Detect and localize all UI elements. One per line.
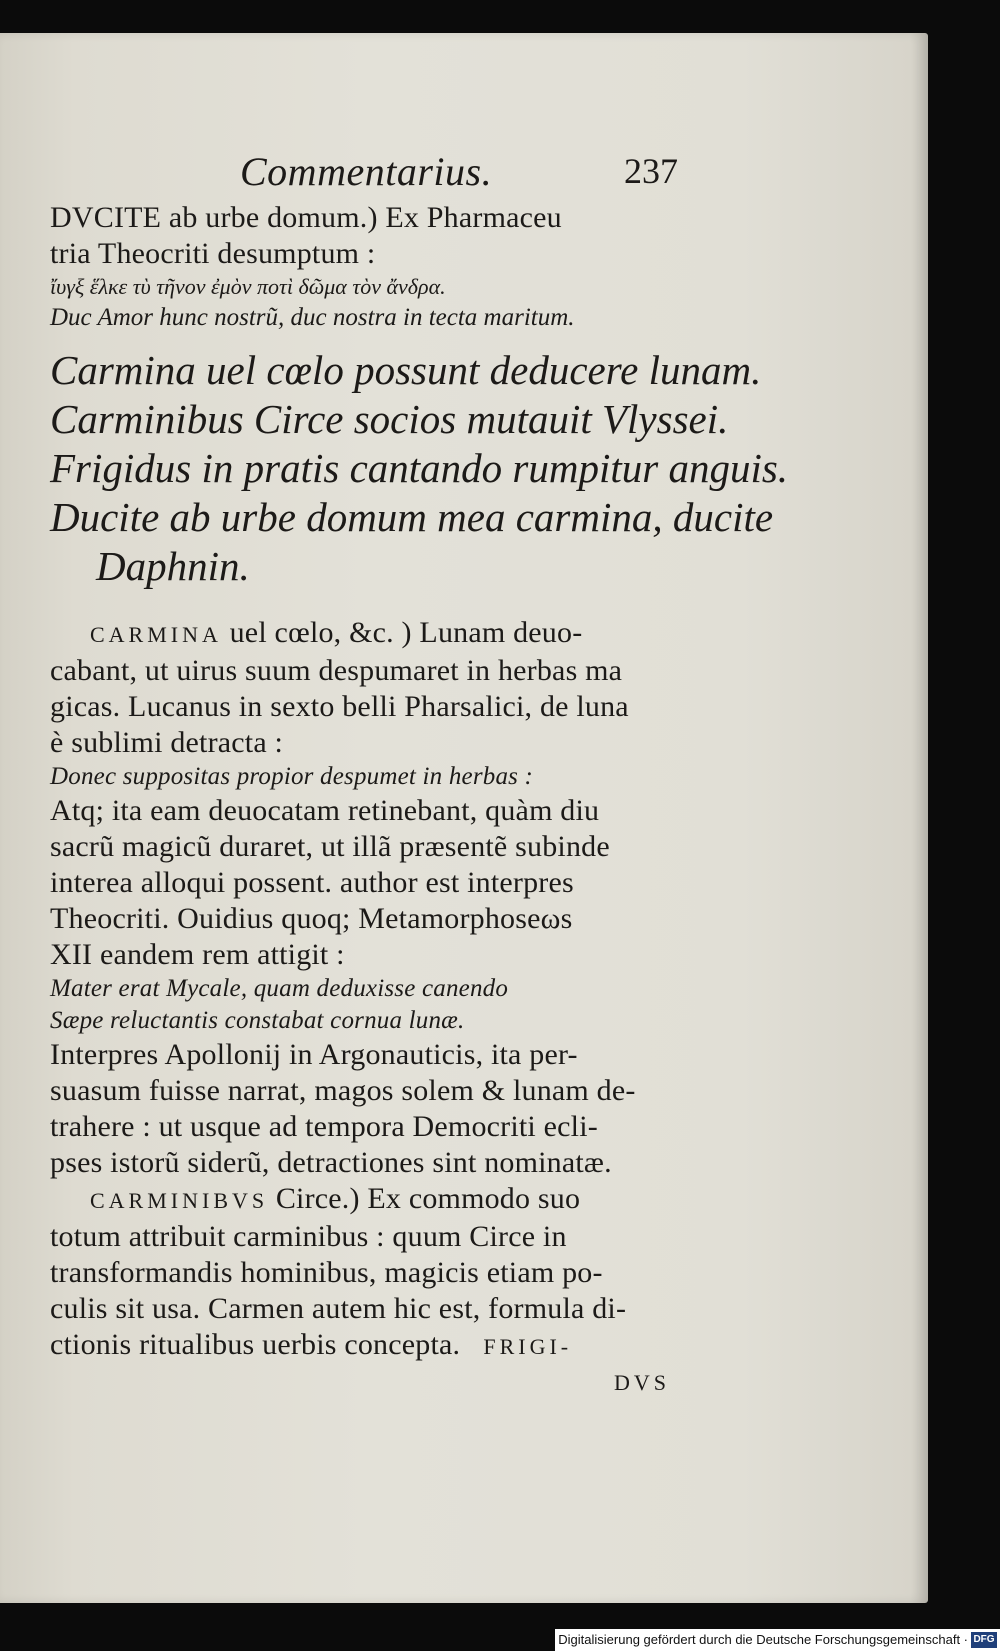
intro-block: [50, 200, 670, 272]
commentary: [50, 615, 670, 1401]
lemma: FRIGI-: [483, 1334, 573, 1359]
text-fragment: uel cœlo, &c. ) Lunam deuo-: [229, 616, 583, 649]
text-line: trahere : ut usque ad tempora Democriti ecli-: [50, 1110, 598, 1143]
verse-line: Carminibus Circe socios mutauit Vlyssei.: [50, 396, 729, 442]
text-line: [50, 1327, 670, 1365]
credit-text: Digitalisierung gefördert durch die Deutsche Forschungsgemeinschaft ·: [558, 1632, 968, 1647]
verse-block: [50, 346, 789, 591]
digitization-credit-bar: [555, 1629, 1000, 1651]
text-line: culis sit usa. Carmen autem hic est, formula di-: [50, 1292, 627, 1325]
verse-line: Ducite ab urbe domum mea carmina, ducite: [50, 494, 774, 540]
lemma: CARMINIBVS: [90, 1188, 269, 1213]
catchword: DVS: [613, 1370, 670, 1395]
lemma: CARMINA: [90, 622, 222, 647]
page-text: [50, 148, 789, 1401]
text-fragment: ctionis ritualibus uerbis concepta.: [50, 1328, 461, 1361]
text-line: totum attribuit carminibus : quum Circe in: [50, 1220, 567, 1253]
text-line: DVCITE ab urbe domum.) Ex Pharmaceu: [50, 201, 562, 234]
quotation-line: Donec suppositas propior despumet in herbas :: [50, 763, 534, 790]
paragraph-start: [50, 615, 670, 653]
running-title: Commentarius.: [240, 149, 493, 194]
greek-quotation: ἴυγξ ἕλκε τὺ τῆνον ἐμὸν ποτὶ δῶμα τὸν ἄνδρα.: [50, 274, 446, 299]
quotation-line: Mater erat Mycale, quam deduxisse canendo: [50, 975, 509, 1002]
text-line: Interpres Apollonij in Argonauticis, ita per-: [50, 1038, 578, 1071]
verse-line: Carmina uel cœlo possunt deducere lunam.: [50, 347, 762, 393]
latin-quotation: Duc Amor hunc nostrũ, duc nostra in tecta maritum.: [50, 304, 575, 331]
text-line: tria Theocriti desumptum :: [50, 237, 376, 270]
text-line: transformandis hominibus, magicis etiam po-: [50, 1256, 603, 1289]
text-line: Atq; ita eam deuocatam retinebant, quàm diu: [50, 794, 600, 827]
text-line: interea alloqui possent. author est interpres: [50, 866, 574, 899]
book-page: [0, 33, 928, 1603]
dfg-logo-icon: DFG: [971, 1632, 997, 1648]
text-line: suasum fuisse narrat, magos solem & lunam de-: [50, 1074, 636, 1107]
text-line: gicas. Lucanus in sexto belli Pharsalici, de luna: [50, 690, 629, 723]
verse-line: Daphnin.: [96, 543, 250, 589]
text-line: sacrũ magicũ duraret, ut illã præsentẽ subinde: [50, 830, 610, 863]
text-line: Theocriti. Ouidius quoq; Metamorphoseωs: [50, 902, 573, 935]
text-line: XII eandem rem attigit :: [50, 938, 345, 971]
text-line: cabant, ut uirus suum despumaret in herbas ma: [50, 654, 623, 687]
text-line: è sublimi detracta :: [50, 726, 284, 759]
paragraph-start: [50, 1181, 670, 1219]
page-number: 237: [624, 151, 678, 191]
verse-line: Frigidus in pratis cantando rumpitur anguis.: [50, 445, 789, 491]
text-line: pses istorũ siderũ, detractiones sint nominatæ.: [50, 1146, 612, 1179]
running-head: [50, 148, 678, 200]
quotation-line: Sæpe reluctantis constabat cornua lunæ.: [50, 1007, 465, 1034]
text-fragment: Circe.) Ex commodo suo: [275, 1182, 581, 1215]
